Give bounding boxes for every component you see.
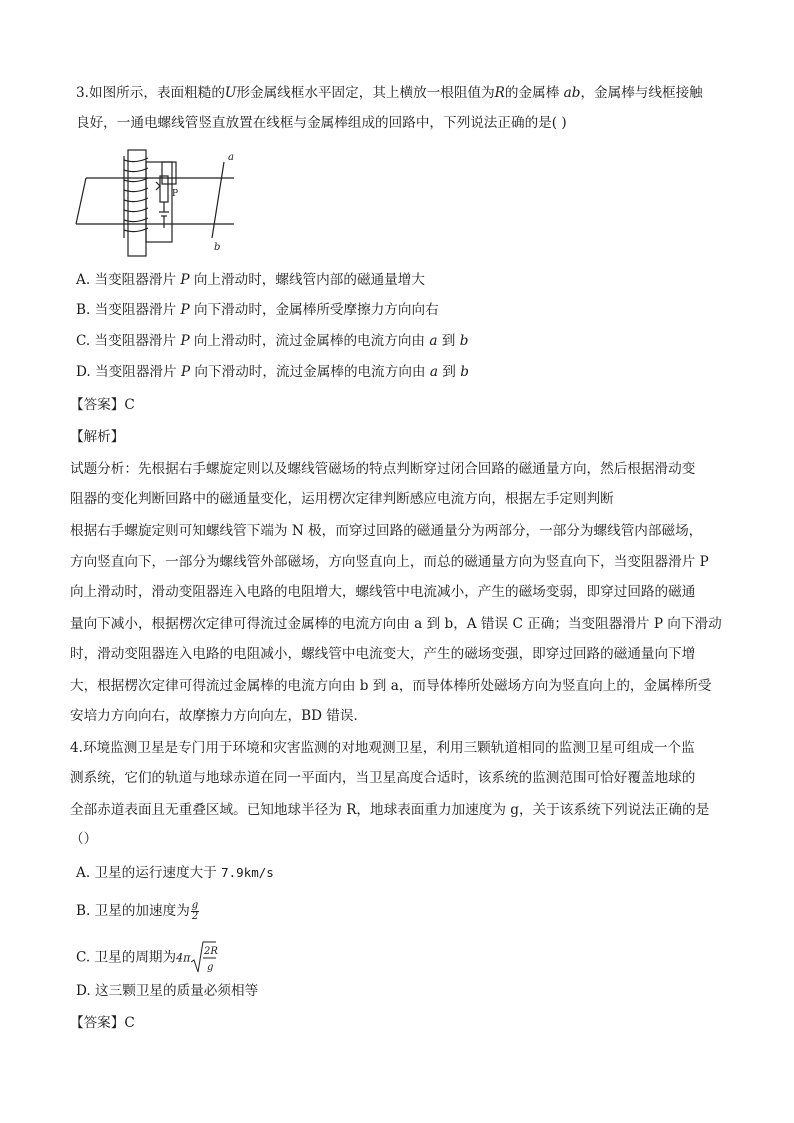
option-text: C. 当变阻器滑片: [76, 333, 181, 349]
q3-analysis-line: 大，根据楞次定律可得流过金属棒的电流方向由 b 到 a，而导体棒所处磁场方向为竖直向上的，金属棒所受: [70, 678, 712, 694]
metal-rod-ab: [212, 162, 224, 238]
option-text: A. 卫星的运行速度大于: [76, 865, 222, 881]
label-p: P: [172, 189, 179, 199]
option-value: 7.9km/s: [221, 865, 274, 880]
fraction-numerator: g: [191, 900, 199, 911]
option-text: B. 卫星的加速度为: [76, 903, 190, 919]
option-var: a: [429, 364, 438, 380]
q4-stem-line: 4.环境监测卫星是专门用于环境和灾害监测的对地观测卫星，利用三颗轨道相同的监测卫星可组成一个监: [70, 740, 695, 756]
q4-option-b: [76, 901, 726, 922]
sqrt-expression: [190, 940, 219, 976]
q4-stem-line: 全部赤道表面且无重叠区域。已知地球半径为 R，地球表面重力加速度为 g，关于该系统下列说法正确的是: [70, 802, 710, 818]
option-var: P: [180, 333, 190, 349]
option-text: B. 当变阻器滑片: [76, 302, 181, 318]
option-text: D. 当变阻器滑片: [76, 364, 181, 380]
fraction-g-over-2: [191, 901, 199, 922]
q3-figure: [76, 146, 246, 265]
q3-stem-var-r: R: [494, 85, 505, 101]
q3-analysis-tag: 【解析】: [70, 429, 125, 445]
option-var: a: [429, 333, 438, 349]
option-var: b: [460, 364, 469, 380]
sqrt-icon: [190, 940, 219, 976]
q3-stem-text: 的金属棒: [504, 85, 560, 101]
q3-analysis-line: 试题分析：先根据右手螺旋定则以及螺线管磁场的特点判断穿过闭合回路的磁通量方向，然后根据滑动变: [70, 461, 696, 477]
solenoid-core: [128, 150, 146, 256]
q3-analysis-line: 根据右手螺旋定则可知螺线管下端为 N 极，而穿过回路的磁通量分为两部分，一部分为螺线管内部磁场，: [70, 523, 703, 539]
slider-arrow: [156, 182, 160, 190]
label-a: a: [228, 152, 234, 163]
option-var: P: [180, 364, 191, 380]
q3-stem-line-1: [76, 84, 726, 102]
q3-stem-var-ab: ab: [563, 85, 581, 101]
frame-left-edge: [76, 178, 86, 224]
q3-analysis-line: 安培力方向向右，故摩擦力方向向左，BD 错误．: [70, 708, 368, 724]
rheostat: [160, 176, 168, 202]
option-text: 到: [437, 364, 461, 380]
q3-analysis-line: 时，滑动变阻器连入电路的电阻减小，螺线管中电流变大，产生的磁场变强，即穿过回路的磁通量向下增: [70, 646, 696, 662]
q3-stem-var-u: U: [224, 85, 237, 101]
q3-analysis-line: 阻器的变化判断回路中的磁通量变化，运用楞次定律判断感应电流方向，根据左手定则判断: [70, 491, 614, 507]
q3-stem-text: ，金属棒与线框接触: [580, 85, 703, 101]
option-text: 向上滑动时，流过金属棒的电流方向由: [189, 333, 430, 349]
q3-stem-text: 形金属线框水平固定，其上横放一根阻值为: [236, 85, 495, 101]
q4-stem-line: （）: [70, 831, 98, 847]
solenoid-circuit-diagram: [76, 146, 246, 261]
option-text: C. 卫星的周期为: [76, 949, 177, 966]
option-text: A. 当变阻器滑片: [76, 272, 181, 288]
q3-answer: 【答案】C: [70, 397, 135, 413]
q3-stem-line-2: 良好，一通电螺线管竖直放置在线框与金属棒组成的回路中，下列说法正确的是( ): [76, 115, 567, 131]
q3-option-a: [76, 271, 726, 289]
fraction-denominator: 2: [191, 911, 199, 922]
option-text: 向下滑动时，金属棒所受摩擦力方向向右: [189, 302, 439, 318]
option-text: 向下滑动时，流过金属棒的电流方向由: [190, 364, 430, 380]
option-var: P: [180, 272, 190, 288]
rheostat-top: [162, 162, 176, 184]
q3-analysis-line: 向上滑动时，滑动变阻器连入电路的电阻增大，螺线管中电流减小，产生的磁场变弱，即穿过回路的磁通: [70, 584, 696, 600]
q4-option-c: [76, 940, 726, 976]
q3-option-c: [76, 332, 726, 350]
label-b: b: [214, 242, 221, 253]
q4-answer: 【答案】C: [70, 1015, 135, 1031]
q4-option-a: [76, 864, 726, 882]
option-text: 向上滑动时，螺线管内部的磁通量增大: [189, 272, 425, 288]
q3-analysis-line: 量向下减小，根据楞次定律可得流过金属棒的电流方向由 a 到 b，A 错误 C 正确；当变阻器滑片 P 向下滑动: [70, 616, 722, 632]
sqrt-denominator: g: [207, 962, 214, 973]
q4-option-d: D. 这三颗卫星的质量必须相等: [76, 983, 259, 999]
sqrt-numerator: 2R: [204, 946, 219, 957]
q3-stem-text: 3.如图所示，表面粗糙的: [76, 85, 225, 101]
option-coefficient: 4π: [176, 951, 191, 965]
q3-option-d: [76, 363, 726, 381]
q3-option-b: [76, 301, 726, 319]
option-var: b: [459, 333, 469, 349]
option-var: P: [180, 302, 190, 318]
q3-analysis-line: 方向竖直向下，一部分为螺线管外部磁场，方向竖直向上，而总的磁通量方向为竖直向下，当变阻器滑片 P: [70, 554, 709, 570]
q4-stem-line: 测系统，它们的轨道与地球赤道在同一平面内，当卫星高度合适时，该系统的监测范围可恰好覆盖地球的: [70, 770, 696, 786]
option-text: 到: [437, 333, 460, 349]
